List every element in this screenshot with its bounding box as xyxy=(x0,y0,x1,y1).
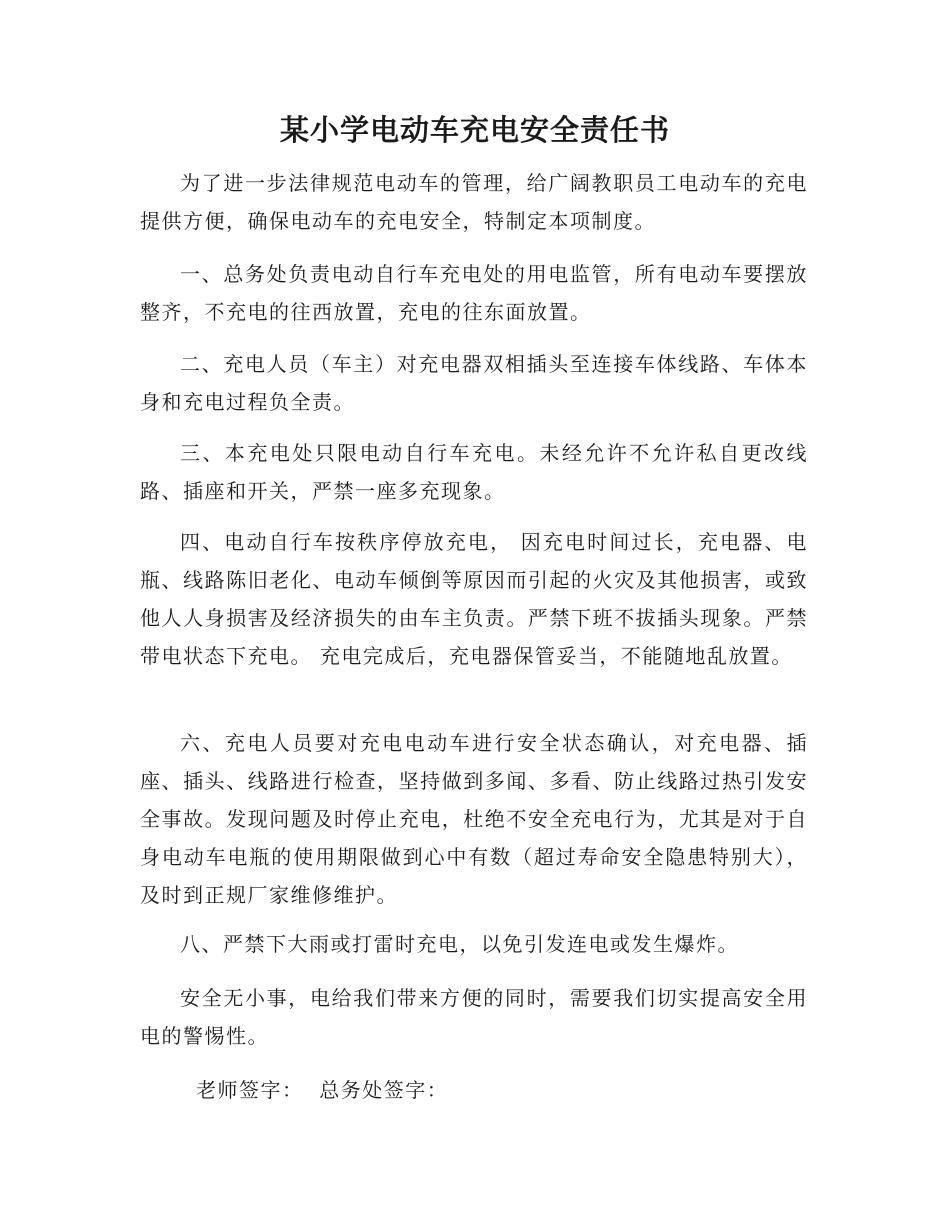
closing-paragraph: 安全无小事，电给我们带来方便的同时，需要我们切实提高安全用电的警惕性。 xyxy=(140,986,808,1048)
clause-1-paragraph: 一、总务处负责电动自行车充电处的用电监管，所有电动车要摆放整齐，不充电的往西放置，充电的往东面放置。 xyxy=(140,262,808,324)
document-title: 某小学电动车充电安全责任书 xyxy=(279,113,670,147)
clause-3-paragraph: 三、本充电处只限电动自行车充电。未经允许不允许私自更改线路、插座和开关，严禁一座多充现象。 xyxy=(140,441,808,503)
clause-6-paragraph: 六、充电人员要对充电电动车进行安全状态确认，对充电器、插座、插头、线路进行检查，坚持做到多闻、多看、防止线路过热引发安全事故。发现问题及时停止充电，杜绝不安全充电行为，尤其是对于自身电动车电瓶的使用期限做到心中有数（超过寿命安全隐患特别大），及时到正规厂家维修维护。 xyxy=(140,731,808,907)
intro-paragraph: 为了进一步法律规范电动车的管理，给广阔教职员工电动车的充电提供方便，确保电动车的充电安全，特制定本项制度。 xyxy=(140,171,808,233)
clause-8-paragraph: 八、严禁下大雨或打雷时充电，以免引发连电或发生爆炸。 xyxy=(180,932,739,956)
signature-line: 老师签字： 总务处签字： xyxy=(196,1078,449,1102)
clause-4-paragraph: 四、电动自行车按秩序停放充电， 因充电时间过长，充电器、电瓶、线路陈旧老化、电动车倾倒等原因而引起的火灾及其他损害，或致他人人身损害及经济损失的由车主负责。严禁下班不拔插头现象。严禁带电状态下充电。 充电完成后，充电器保管妥当，不能随地乱放置。 xyxy=(140,530,808,668)
clause-2-paragraph: 二、充电人员（车主）对充电器双相插头至连接车体线路、车体本身和充电过程负全责。 xyxy=(140,352,808,414)
